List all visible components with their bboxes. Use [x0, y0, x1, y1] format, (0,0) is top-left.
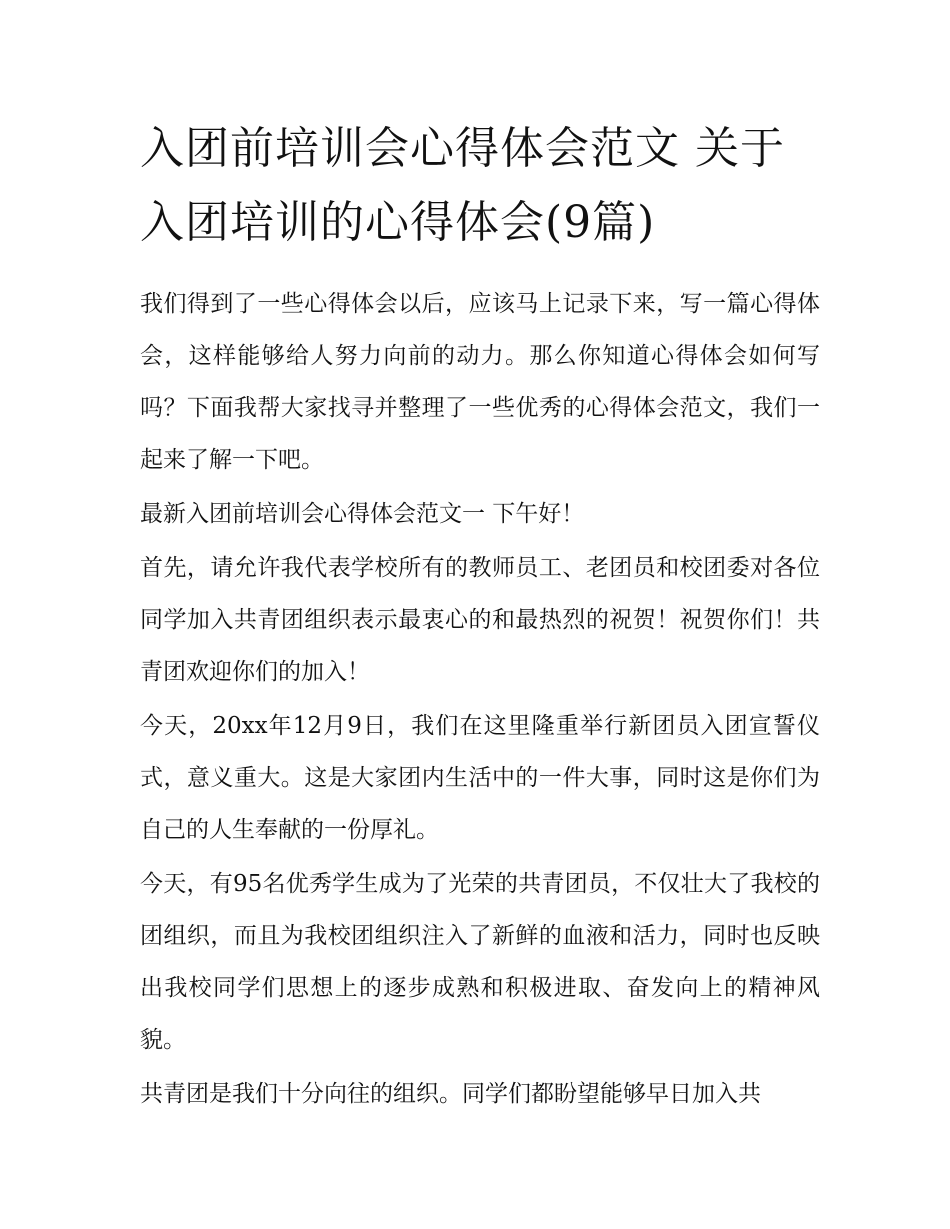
intro-paragraph: 我们得到了一些心得体会以后，应该马上记录下来，写一篇心得体会，这样能够给人努力向前的动力。那么你知道心得体会如何写吗？下面我帮大家找寻并整理了一些优秀的心得体会范文，我们一起来了解一下吧。: [140, 291, 820, 473]
section-heading-paragraph: 最新入团前培训会心得体会范文一 下午好！: [140, 501, 585, 527]
body-paragraph: 今天，有95名优秀学生成为了光荣的共青团员，不仅壮大了我校的团组织，而且为我校团组织注入了新鲜的血液和活力，同时也反映出我校同学们思想上的逐步成熟和积极进取、奋发向上的精神风貌。: [140, 871, 820, 1053]
body-paragraph: 共青团是我们十分向往的组织。同学们都盼望能够早日加入共: [140, 1081, 761, 1107]
document-title: 入团前培训会心得体会范文 关于入团培训的心得体会(9篇): [140, 123, 785, 248]
body-paragraph: 今天，20xx年12月9日，我们在这里隆重举行新团员入团宣誓仪式，意义重大。这是大家团内生活中的一件大事，同时这是你们为自己的人生奉献的一份厚礼。: [140, 713, 820, 843]
document-page: [140, 112, 820, 1122]
body-paragraph: 首先，请允许我代表学校所有的教师员工、老团员和校团委对各位同学加入共青团组织表示最衷心的和最热烈的祝贺！祝贺你们！共青团欢迎你们的加入！: [140, 555, 820, 685]
